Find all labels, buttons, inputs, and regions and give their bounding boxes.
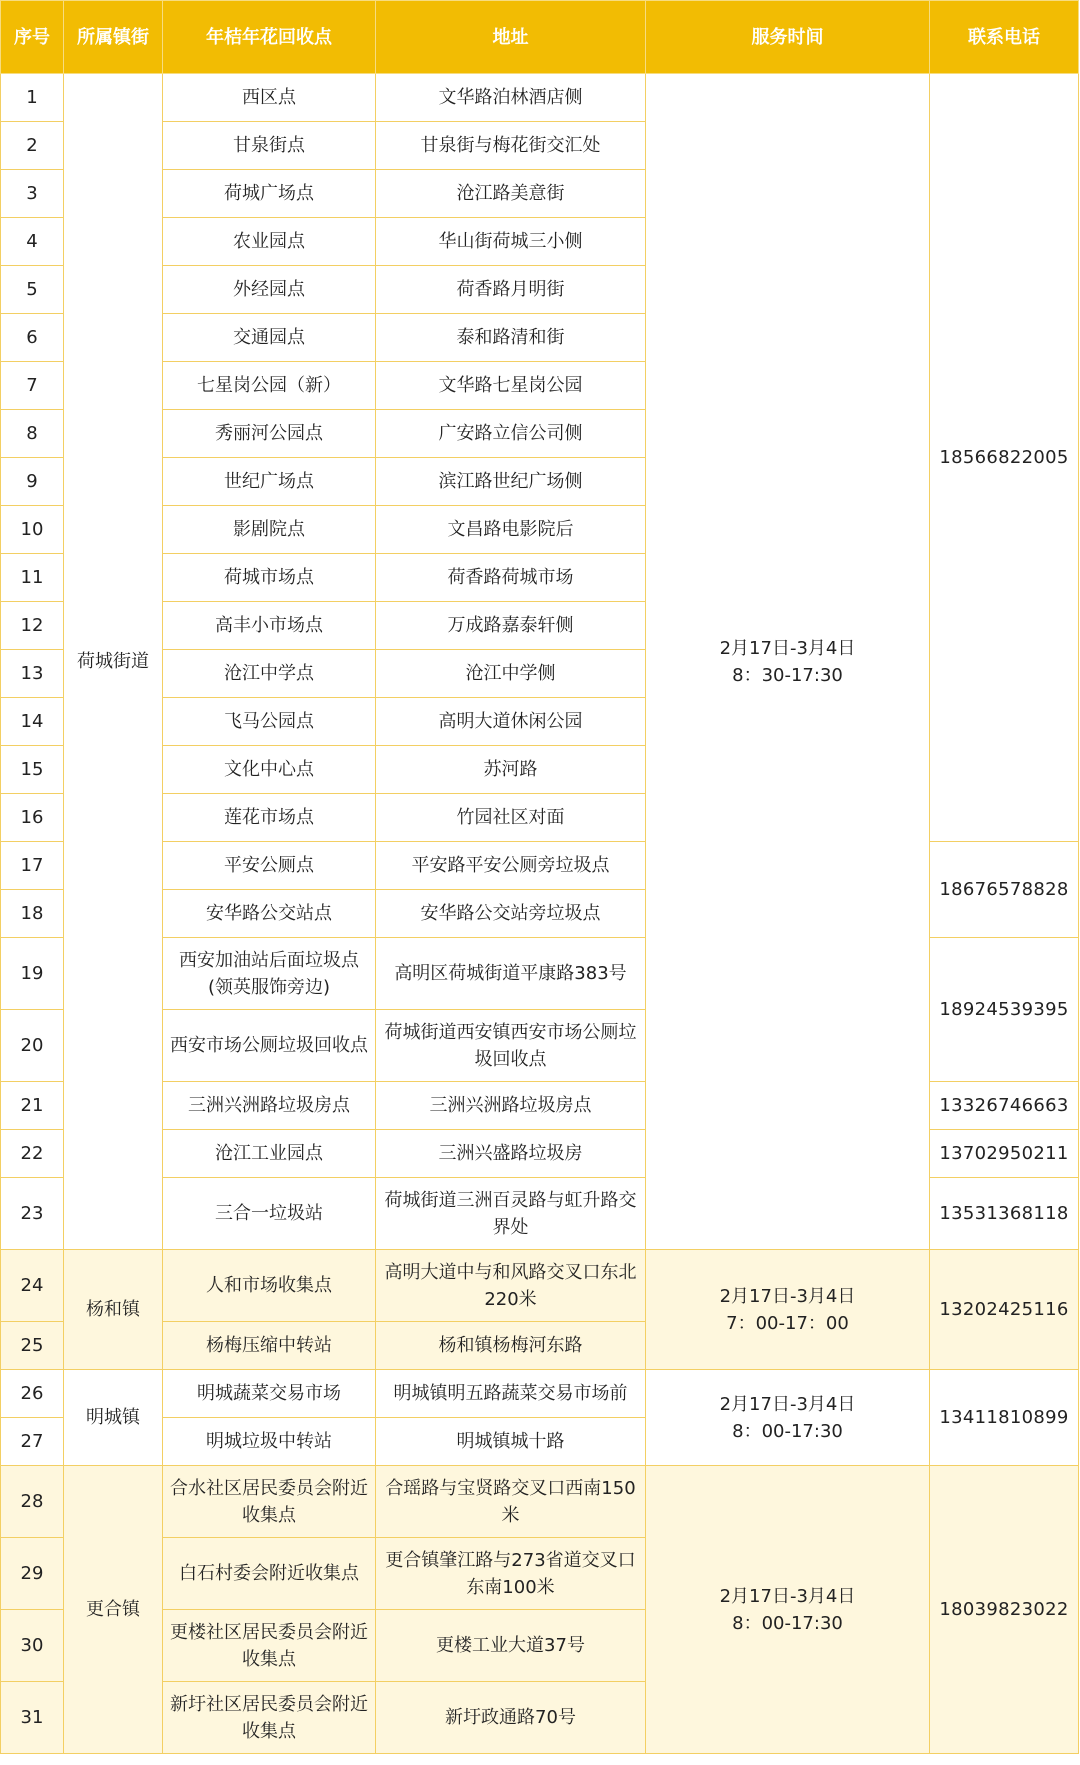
row-number: 1 [1, 74, 64, 122]
address: 苏河路 [376, 746, 646, 794]
address: 华山街荷城三小侧 [376, 218, 646, 266]
collection-point: 三合一垃圾站 [163, 1178, 376, 1250]
service-date: 2月17日-3月4日 [719, 1585, 856, 1607]
contact-phone: 18676578828 [930, 842, 1079, 938]
collection-point: 高丰小市场点 [163, 602, 376, 650]
address: 文华路七星岗公园 [376, 362, 646, 410]
address: 合瑶路与宝贤路交叉口西南150米 [376, 1466, 646, 1538]
address: 平安路平安公厕旁垃圾点 [376, 842, 646, 890]
collection-point: 平安公厕点 [163, 842, 376, 890]
service-hours: 8：00-17:30 [732, 1420, 843, 1442]
collection-point: 交通园点 [163, 314, 376, 362]
address: 万成路嘉泰轩侧 [376, 602, 646, 650]
address: 广安路立信公司侧 [376, 410, 646, 458]
address: 沧江中学侧 [376, 650, 646, 698]
contact-phone: 13531368118 [930, 1178, 1079, 1250]
collection-point: 文化中心点 [163, 746, 376, 794]
service-time [646, 1370, 930, 1466]
row-number: 31 [1, 1682, 64, 1754]
address: 荷香路荷城市场 [376, 554, 646, 602]
row-number: 20 [1, 1010, 64, 1082]
service-time [646, 1466, 930, 1754]
row-number: 9 [1, 458, 64, 506]
row-number: 29 [1, 1538, 64, 1610]
table-body [1, 74, 1079, 1754]
address: 文昌路电影院后 [376, 506, 646, 554]
row-number: 22 [1, 1130, 64, 1178]
collection-point: 杨梅压缩中转站 [163, 1322, 376, 1370]
header-point: 年桔年花回收点 [163, 1, 376, 74]
town-cell: 更合镇 [64, 1466, 163, 1754]
town-cell: 荷城街道 [64, 74, 163, 1250]
collection-point: 甘泉街点 [163, 122, 376, 170]
row-number: 15 [1, 746, 64, 794]
address: 明城镇城十路 [376, 1418, 646, 1466]
address: 安华路公交站旁垃圾点 [376, 890, 646, 938]
collection-point: 明城垃圾中转站 [163, 1418, 376, 1466]
service-date: 2月17日-3月4日 [719, 637, 856, 659]
row-number: 26 [1, 1370, 64, 1418]
collection-point: 合水社区居民委员会附近收集点 [163, 1466, 376, 1538]
contact-phone: 13702950211 [930, 1130, 1079, 1178]
collection-point: 更楼社区居民委员会附近收集点 [163, 1610, 376, 1682]
service-hours: 7：00-17：00 [726, 1312, 849, 1334]
service-time [646, 74, 930, 1250]
header-row [1, 1, 1079, 74]
collection-point: 新圩社区居民委员会附近收集点 [163, 1682, 376, 1754]
row-number: 24 [1, 1250, 64, 1322]
row-number: 30 [1, 1610, 64, 1682]
contact-phone: 13326746663 [930, 1082, 1079, 1130]
town-cell: 杨和镇 [64, 1250, 163, 1370]
address: 高明大道中与和风路交叉口东北220米 [376, 1250, 646, 1322]
row-number: 8 [1, 410, 64, 458]
address: 更楼工业大道37号 [376, 1610, 646, 1682]
address: 高明区荷城街道平康路383号 [376, 938, 646, 1010]
service-date: 2月17日-3月4日 [719, 1285, 856, 1307]
row-number: 13 [1, 650, 64, 698]
table-row [1, 74, 1079, 122]
collection-point: 沧江中学点 [163, 650, 376, 698]
collection-point: 沧江工业园点 [163, 1130, 376, 1178]
row-number: 28 [1, 1466, 64, 1538]
collection-point: 世纪广场点 [163, 458, 376, 506]
contact-phone: 13202425116 [930, 1250, 1079, 1370]
row-number: 21 [1, 1082, 64, 1130]
table-row [1, 1370, 1079, 1418]
table-row [1, 1466, 1079, 1538]
contact-phone: 18566822005 [930, 74, 1079, 842]
row-number: 11 [1, 554, 64, 602]
collection-point: 白石村委会附近收集点 [163, 1538, 376, 1610]
collection-point: 七星岗公园（新） [163, 362, 376, 410]
service-date: 2月17日-3月4日 [719, 1393, 856, 1415]
collection-point: 莲花市场点 [163, 794, 376, 842]
address: 文华路泊林酒店侧 [376, 74, 646, 122]
collection-point: 安华路公交站点 [163, 890, 376, 938]
row-number: 18 [1, 890, 64, 938]
address: 荷城街道三洲百灵路与虹升路交界处 [376, 1178, 646, 1250]
address: 荷香路月明街 [376, 266, 646, 314]
row-number: 4 [1, 218, 64, 266]
address: 新圩政通路70号 [376, 1682, 646, 1754]
address: 滨江路世纪广场侧 [376, 458, 646, 506]
collection-point: 人和市场收集点 [163, 1250, 376, 1322]
address: 三洲兴洲路垃圾房点 [376, 1082, 646, 1130]
row-number: 7 [1, 362, 64, 410]
header-phone: 联系电话 [930, 1, 1079, 74]
row-number: 23 [1, 1178, 64, 1250]
collection-point: 荷城市场点 [163, 554, 376, 602]
row-number: 14 [1, 698, 64, 746]
collection-point: 秀丽河公园点 [163, 410, 376, 458]
address: 竹园社区对面 [376, 794, 646, 842]
row-number: 27 [1, 1418, 64, 1466]
header-town: 所属镇街 [64, 1, 163, 74]
service-time [646, 1250, 930, 1370]
collection-point: 三洲兴洲路垃圾房点 [163, 1082, 376, 1130]
collection-point: 飞马公园点 [163, 698, 376, 746]
contact-phone: 18924539395 [930, 938, 1079, 1082]
address: 甘泉街与梅花街交汇处 [376, 122, 646, 170]
collection-point: 影剧院点 [163, 506, 376, 554]
address: 沧江路美意街 [376, 170, 646, 218]
address: 明城镇明五路蔬菜交易市场前 [376, 1370, 646, 1418]
town-cell: 明城镇 [64, 1370, 163, 1466]
collection-point: 农业园点 [163, 218, 376, 266]
row-number: 17 [1, 842, 64, 890]
address: 荷城街道西安镇西安市场公厕垃圾回收点 [376, 1010, 646, 1082]
address: 泰和路清和街 [376, 314, 646, 362]
collection-point: 西区点 [163, 74, 376, 122]
row-number: 6 [1, 314, 64, 362]
contact-phone: 13411810899 [930, 1370, 1079, 1466]
collection-point: 外经园点 [163, 266, 376, 314]
address: 三洲兴盛路垃圾房 [376, 1130, 646, 1178]
row-number: 5 [1, 266, 64, 314]
header-no: 序号 [1, 1, 64, 74]
table-row [1, 1250, 1079, 1322]
address: 高明大道休闲公园 [376, 698, 646, 746]
row-number: 2 [1, 122, 64, 170]
row-number: 16 [1, 794, 64, 842]
address: 杨和镇杨梅河东路 [376, 1322, 646, 1370]
service-hours: 8：00-17:30 [732, 1612, 843, 1634]
collection-point: 明城蔬菜交易市场 [163, 1370, 376, 1418]
row-number: 25 [1, 1322, 64, 1370]
row-number: 10 [1, 506, 64, 554]
collection-point: 荷城广场点 [163, 170, 376, 218]
service-hours: 8：30-17:30 [732, 664, 843, 686]
header-time: 服务时间 [646, 1, 930, 74]
address: 更合镇肇江路与273省道交叉口东南100米 [376, 1538, 646, 1610]
collection-point: 西安加油站后面垃圾点(领英服饰旁边) [163, 938, 376, 1010]
collection-point: 西安市场公厕垃圾回收点 [163, 1010, 376, 1082]
contact-phone: 18039823022 [930, 1466, 1079, 1754]
row-number: 12 [1, 602, 64, 650]
row-number: 19 [1, 938, 64, 1010]
row-number: 3 [1, 170, 64, 218]
header-address: 地址 [376, 1, 646, 74]
